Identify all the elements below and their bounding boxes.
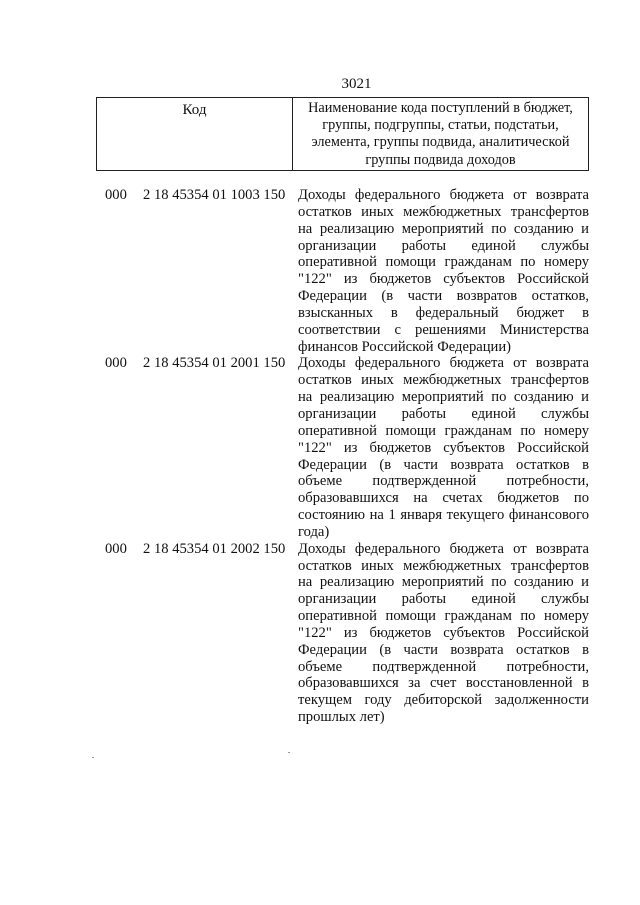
income-name: Доходы федерального бюджета от возврата остатков иных межбюджетных трансфертов на реализацию мероприятий по созданию и организации работы единой службы оперативной помощи гражданам по номеру "122" из бюджетов субъектов Российской Федерации (в части возврата остатков в объеме подтвержденной потребности, образовавшихся за счет восстановленной в текущем году дебиторской задолженности прошлых лет) [298, 540, 589, 726]
admin-code: 000 [105, 187, 127, 203]
scan-artifact [92, 757, 94, 758]
budget-code: 2 18 45354 01 2001 150 [143, 355, 286, 372]
admin-code: 000 [105, 540, 127, 557]
budget-code: 2 18 45354 01 1003 150 [143, 187, 286, 203]
table-row [0, 187, 640, 355]
income-name: Доходы федерального бюджета от возврата остатков иных межбюджетных трансфертов на реализацию мероприятий по созданию и организации работы единой службы оперативной помощи гражданам по номеру "122" из бюджетов субъектов Российской Федерации (в части возвратов остатков, взысканных в федеральный бюджет в соответствии с решениями Министерства финансов Российской Федерации) [298, 187, 589, 355]
table-row [0, 355, 640, 540]
page-number: 3021 [341, 76, 372, 92]
budget-code: 2 18 45354 01 2002 150 [143, 540, 286, 557]
header-code-label: Код [97, 98, 293, 170]
admin-code: 000 [105, 355, 127, 372]
scan-artifact [288, 752, 290, 753]
table-row [0, 541, 640, 726]
header-name-label: Наименование кода поступлений в бюджет, группы, подгруппы, статьи, подстатьи, элемента, группы подвида, аналитической группы подвида доходов [308, 100, 573, 168]
income-name: Доходы федерального бюджета от возврата остатков иных межбюджетных трансфертов на реализацию мероприятий по созданию и организации работы единой службы оперативной помощи гражданам по номеру "122" из бюджетов субъектов Российской Федерации (в части возврата остатков в объеме подтвержденной потребности, образовавшихся на счетах бюджетов по состоянию на 1 января текущего финансового года) [298, 355, 589, 540]
income-code-list [0, 187, 640, 726]
table-header [96, 97, 589, 171]
